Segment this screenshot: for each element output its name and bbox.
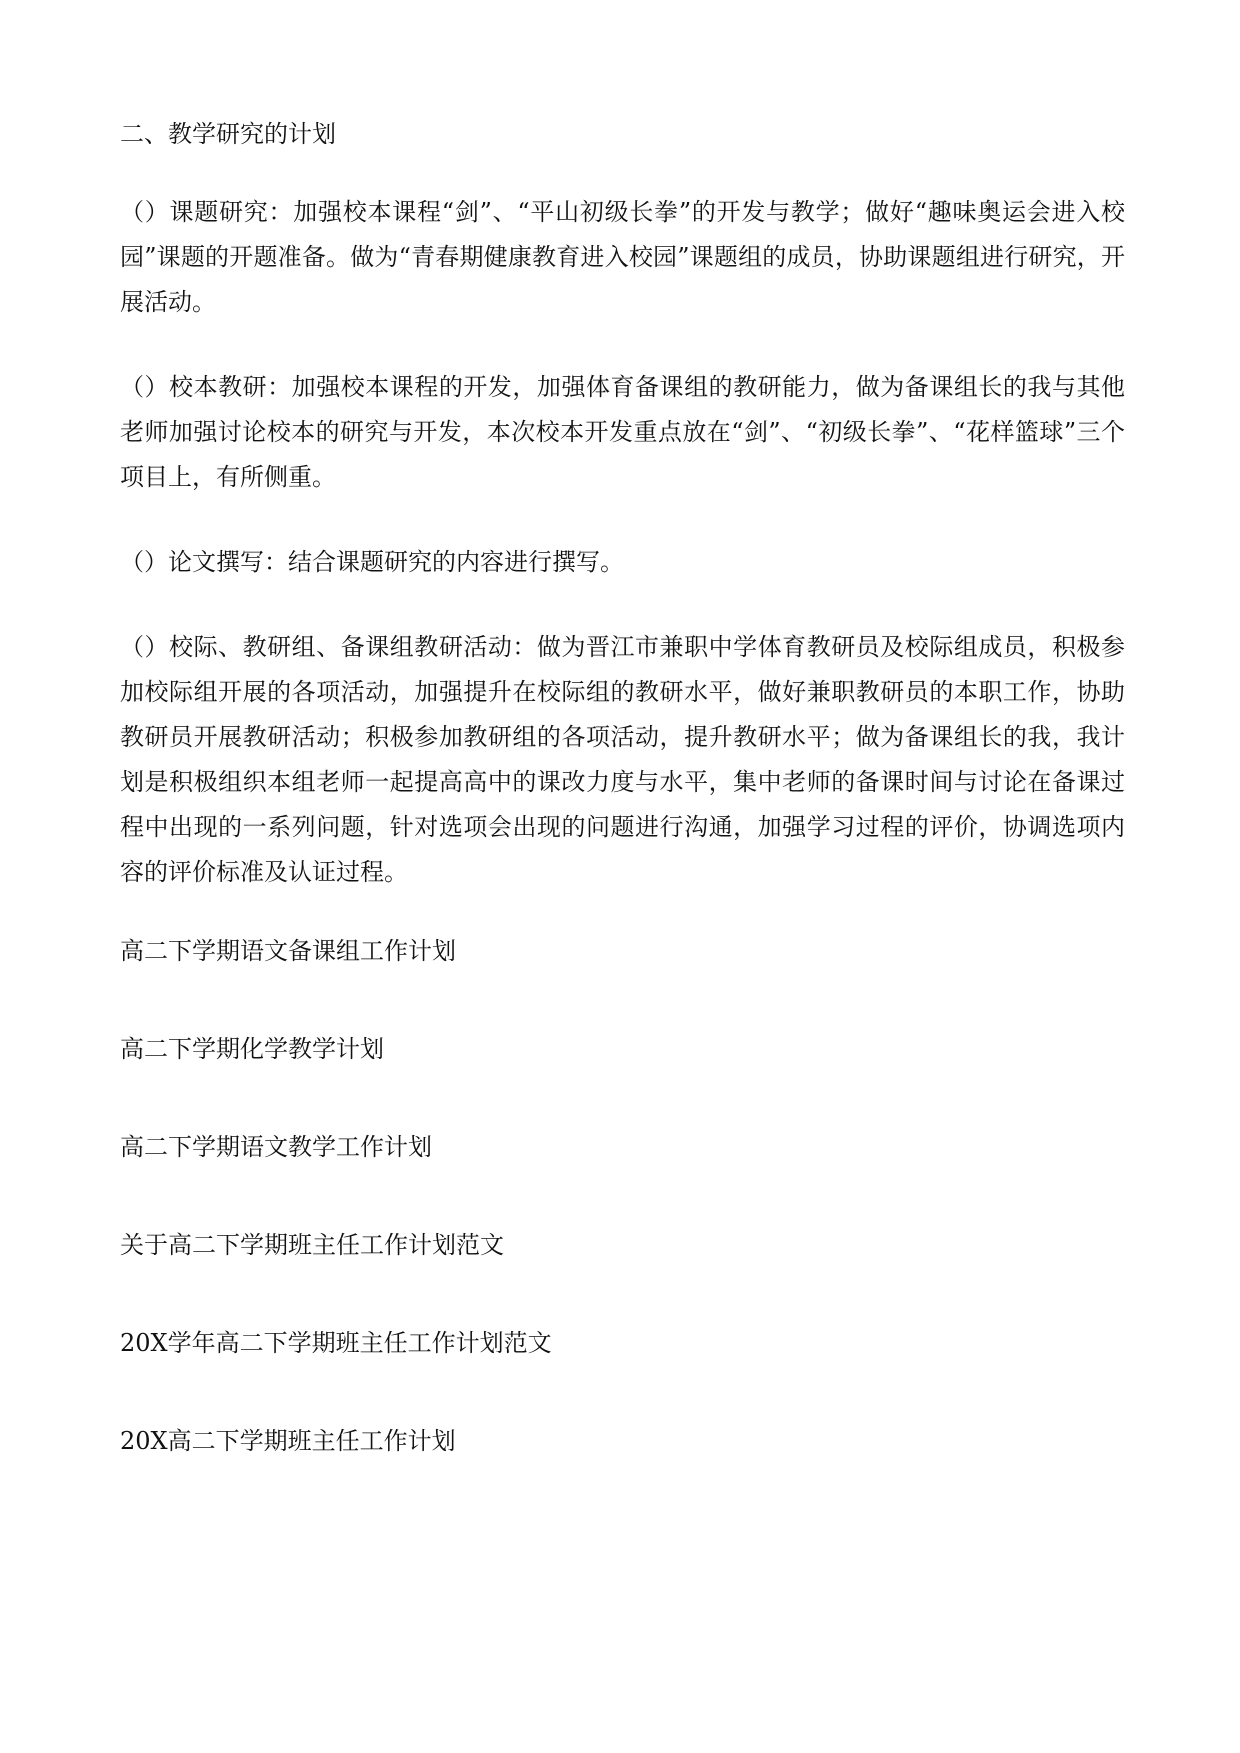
section-heading: 二、教学研究的计划: [120, 120, 336, 148]
paragraph-teaching-activities: （）校际、教研组、备课组教研活动：做为晋江市兼职中学体育教研员及校际组成员，积极参加校际组开展的各项活动，加强提升在校际组的教研水平，做好兼职教研员的本职工作，协助教研员开展教研活动；积极参加教研组的各项活动，提升教研水平；做为备课组长的我，我计划是积极组织本组老师一起提高高中的课改力度与水平，集中老师的备课时间与讨论在备课过程中出现的一系列问题，针对选项会出现的问题进行沟通，加强学习过程的评价，协调选项内容的评价标准及认证过程。: [120, 633, 1125, 886]
related-link[interactable]: 高二下学期语文教学工作计划: [120, 1133, 432, 1161]
related-links-list: [120, 935, 1125, 1457]
paragraph-school-research: （）校本教研：加强校本课程的开发，加强体育备课组的教研能力，做为备课组长的我与其他老师加强讨论校本的研究与开发，本次校本开发重点放在“剑”、“初级长拳”、“花样篮球”三个项目上，有所侧重。: [120, 373, 1125, 491]
paragraph-paper-writing: （）论文撰写：结合课题研究的内容进行撰写。: [120, 548, 624, 576]
document-page: [120, 118, 1125, 1523]
related-link[interactable]: 高二下学期语文备课组工作计划: [120, 937, 456, 965]
related-link[interactable]: 20X学年高二下学期班主任工作计划范文: [120, 1329, 552, 1357]
related-link[interactable]: 20X高二下学期班主任工作计划: [120, 1427, 456, 1455]
related-link[interactable]: 高二下学期化学教学计划: [120, 1035, 384, 1063]
paragraph-topic-research: （）课题研究：加强校本课程“剑”、“平山初级长拳”的开发与教学；做好“趣味奥运会进入校园”课题的开题准备。做为“青春期健康教育进入校园”课题组的成员，协助课题组进行研究，开展活动。: [120, 198, 1125, 316]
related-link[interactable]: 关于高二下学期班主任工作计划范文: [120, 1231, 504, 1259]
